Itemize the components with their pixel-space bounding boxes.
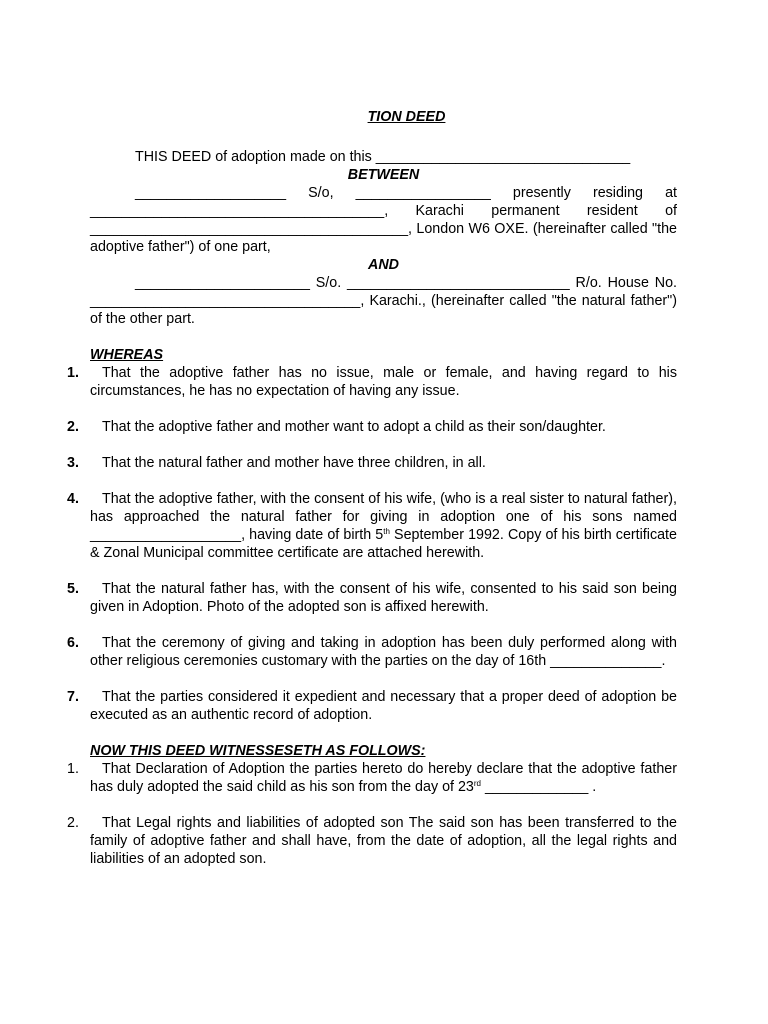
item-number: 3.	[67, 455, 79, 471]
clause-text	[90, 760, 677, 796]
whereas-heading: WHEREAS	[90, 347, 164, 363]
whereas-item-5	[67, 580, 677, 616]
now-this-deed-heading: NOW THIS DEED WITNESSESETH AS FOLLOWS:	[90, 743, 426, 759]
item-number: 1.	[67, 365, 79, 381]
item-number: 6.	[67, 635, 79, 651]
and-heading: AND	[368, 257, 399, 273]
between-heading: BETWEEN	[347, 167, 420, 183]
item-text: That the ceremony of giving and taking in adoption has been duly performed along with other religious ceremonies customary with the parties on the day of 16th ______________.	[90, 635, 677, 669]
item-text	[90, 490, 677, 562]
item-number: 5.	[67, 581, 79, 597]
item-text-part-b: September 1992. Copy of his birth certificate & Zonal Municipal committee certificate are attached herewith.	[90, 527, 677, 561]
item-text: That the natural father has, with the consent of his wife, consented to his said son being given in Adoption. Photo of the adopted son is affixed herewith.	[90, 581, 677, 615]
document-title: TION DEED	[367, 109, 446, 125]
whereas-item-1	[67, 364, 677, 400]
clause-text: That Legal rights and liabilities of adopted son The said son has been transferred to the family of adoptive father and shall have, from the date of adoption, all the legal rights and liabilities of an adopted son.	[90, 815, 677, 867]
clause-text-part-a: That Declaration of Adoption the parties hereto do hereby declare that the adoptive father has duly adopted the said child as his son from the day of 23	[90, 761, 677, 795]
item-text-part-a: That the adoptive father, with the consent of his wife, (who is a real sister to natural father), has approached the natural father for giving in adoption one of his sons named ___________________, having date of birth 5	[90, 491, 677, 543]
item-number: 2.	[67, 419, 79, 435]
ordinal-suffix: rd	[473, 779, 481, 788]
whereas-item-7	[67, 688, 677, 724]
clause-item-1	[67, 760, 677, 796]
item-text: That the natural father and mother have three children, in all.	[102, 455, 486, 471]
item-number: 7.	[67, 689, 79, 705]
clause-text-part-b: _____________ .	[481, 779, 597, 795]
party-two-paragraph: ______________________ S/o. ____________________________ R/o. House No. __________________________________, Karachi., (hereinafter called "the natural father") of the other part.	[90, 275, 677, 327]
intro-line: THIS DEED of adoption made on this ________________________________	[135, 149, 631, 165]
item-text: That the adoptive father and mother want to adopt a child as their son/daughter.	[102, 419, 606, 435]
clause-number: 2.	[67, 815, 79, 831]
deed-body	[67, 108, 677, 868]
party-one-paragraph: ___________________ S/o, _________________ presently residing at _____________________________________, Karachi permanent resident of ________________________________________, London W6 OXE. (hereinafter called "the adoptive father") of one part,	[90, 185, 677, 255]
whereas-item-6	[67, 634, 677, 670]
whereas-item-4	[67, 490, 677, 562]
item-number: 4.	[67, 491, 79, 507]
item-text: That the parties considered it expedient and necessary that a proper deed of adoption be executed as an authentic record of adoption.	[90, 689, 677, 723]
item-text: That the adoptive father has no issue, male or female, and having regard to his circumstances, he has no expectation of having any issue.	[90, 365, 677, 399]
whereas-item-2	[67, 418, 677, 436]
clause-number: 1.	[67, 761, 79, 777]
ordinal-suffix: th	[383, 527, 390, 536]
clause-item-2	[67, 814, 677, 868]
whereas-item-3	[67, 454, 677, 472]
